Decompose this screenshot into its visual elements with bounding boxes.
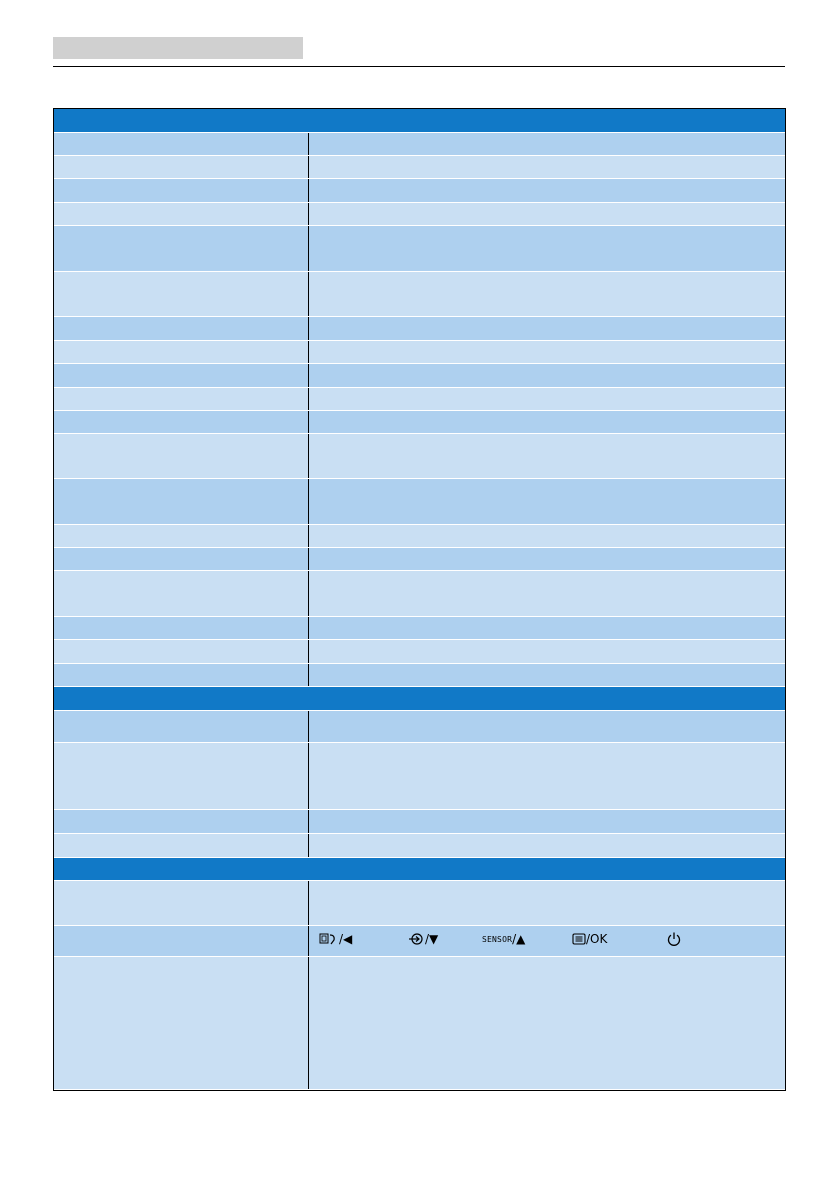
control-power [666,931,682,947]
row-label-cell [54,317,309,340]
input-source-icon [407,932,425,946]
row-value-cell [309,179,785,202]
row-value-cell [309,479,785,524]
row-label-cell [54,434,309,478]
ok-label: OK [590,932,608,946]
row-label-cell [54,388,309,410]
row-value-cell [309,926,785,956]
control-left [319,932,407,946]
row-value-cell [309,411,785,433]
table-row [54,226,785,272]
table-row [54,617,785,640]
table-row [54,810,785,834]
up-arrow-icon: ▲ [516,932,526,946]
row-label-cell [54,548,309,570]
row-value-cell [309,617,785,639]
table-row [54,179,785,203]
row-value-cell [309,133,785,155]
table-row [54,926,785,957]
row-value-cell [309,548,785,570]
row-label-cell [54,364,309,387]
row-label-cell [54,133,309,155]
sensor-label: SENSOR [482,934,513,944]
row-label-cell [54,411,309,433]
table-row [54,364,785,388]
table-row [54,957,785,1089]
row-label-cell [54,203,309,225]
row-label-cell [54,957,309,1089]
row-value-cell [309,226,785,271]
table-row [54,434,785,479]
row-label-cell [54,272,309,316]
table-row [54,834,785,858]
row-label-cell [54,617,309,639]
control-ok [572,932,666,946]
table-row [54,272,785,317]
section-header [54,109,785,133]
row-value-cell [309,525,785,547]
table-row [54,341,785,364]
row-label-cell [54,571,309,616]
row-value-cell [309,388,785,410]
row-value-cell [309,664,785,686]
table-row [54,743,785,810]
row-label-cell [54,179,309,202]
table-row [54,664,785,687]
row-label-cell [54,156,309,178]
row-value-cell [309,834,785,857]
row-label-cell [54,525,309,547]
section-header [54,858,785,881]
section-header [54,687,785,711]
table-row [54,203,785,226]
table-row [54,548,785,571]
row-value-cell [309,341,785,363]
row-value-cell [309,810,785,833]
row-value-cell [309,711,785,742]
control-buttons-row [319,929,785,949]
down-arrow-icon: ▼ [429,932,439,946]
row-value-cell [309,156,785,178]
row-value-cell [309,957,785,1089]
row-label-cell [54,810,309,833]
control-separator: / [512,932,517,946]
header-rule [53,66,785,67]
row-label-cell [54,226,309,271]
row-value-cell [309,571,785,616]
control-up [482,932,572,946]
power-icon [666,931,682,947]
control-separator: / [339,932,344,946]
row-value-cell [309,743,785,809]
row-value-cell [309,272,785,316]
table-row [54,479,785,525]
table-row [54,711,785,743]
table-row [54,317,785,341]
table-row [54,640,785,664]
row-label-cell [54,640,309,663]
control-down [407,932,482,946]
row-value-cell [309,364,785,387]
table-row [54,411,785,434]
smart-image-icon [319,932,339,946]
row-label-cell [54,664,309,686]
table-row [54,525,785,548]
row-label-cell [54,881,309,925]
row-label-cell [54,341,309,363]
row-label-cell [54,479,309,524]
row-value-cell [309,640,785,663]
left-arrow-icon: ◀ [343,932,353,946]
control-separator: / [425,932,430,946]
table-row [54,133,785,156]
specification-table [53,108,786,1091]
row-value-cell [309,434,785,478]
row-label-cell [54,711,309,742]
row-value-cell [309,317,785,340]
row-label-cell [54,743,309,809]
table-row [54,571,785,617]
menu-icon [572,933,586,945]
row-label-cell [54,926,309,956]
header-placeholder-bar [53,37,303,59]
row-value-cell [309,881,785,925]
control-separator: / [586,932,591,946]
row-label-cell [54,834,309,857]
table-row [54,156,785,179]
row-value-cell [309,203,785,225]
table-row [54,388,785,411]
table-row [54,881,785,926]
